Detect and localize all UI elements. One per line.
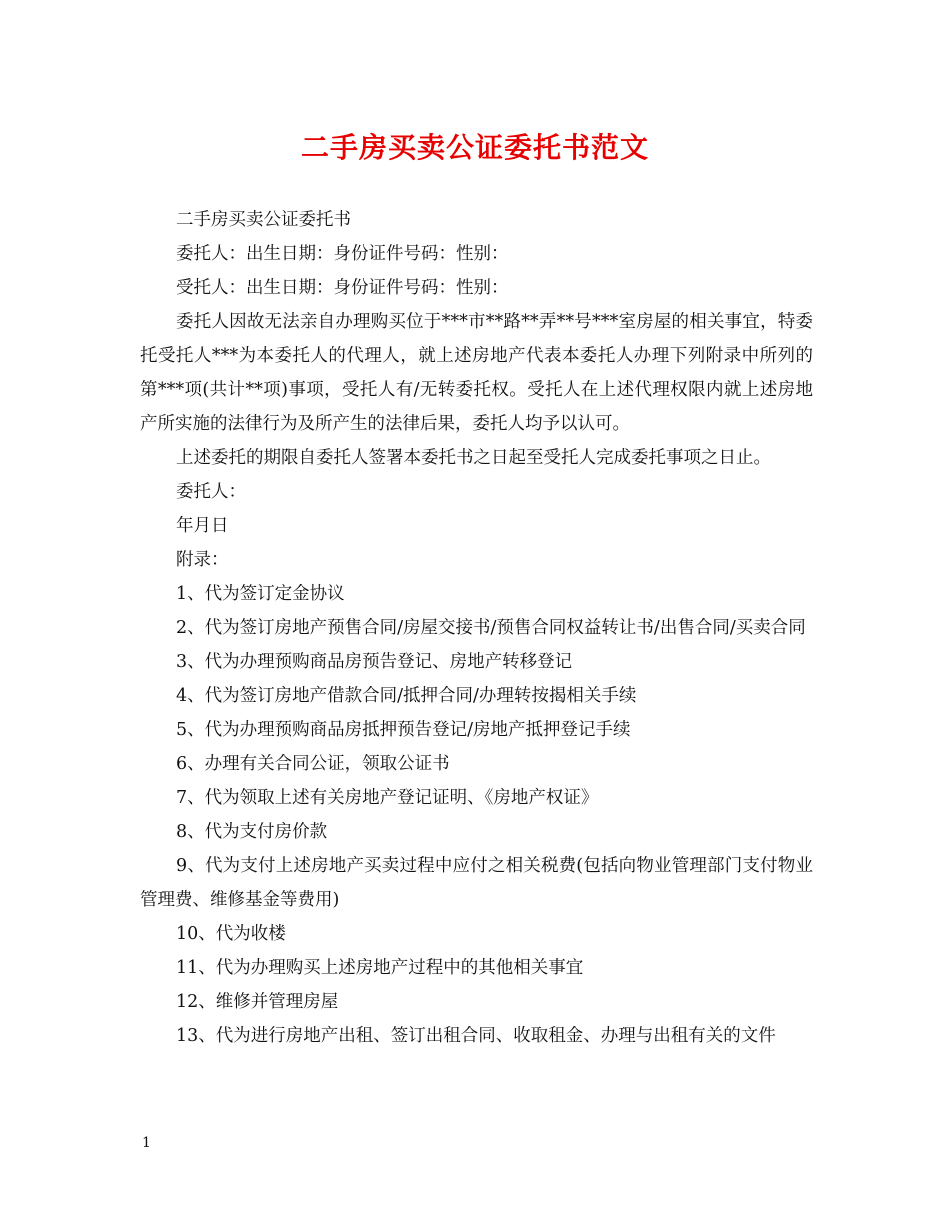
paragraph-heading: 二手房买卖公证委托书	[176, 210, 351, 230]
appendix-item: 6、办理有关合同公证，领取公证书	[176, 754, 450, 774]
page-number: 1	[142, 1135, 151, 1151]
appendix-item: 2、代为签订房地产预售合同/房屋交接书/预售合同权益转让书/出售合同/买卖合同	[176, 618, 806, 638]
paragraph-agent-info: 受托人：出生日期：身份证件号码：性别：	[176, 278, 509, 298]
paragraph-term: 上述委托的期限自委托人签署本委托书之日起至受托人完成委托事项之日止。	[176, 448, 771, 468]
appendix-item: 3、代为办理预购商品房预告登记、房地产转移登记	[176, 652, 573, 672]
appendix-item: 1、代为签订定金协议	[176, 584, 345, 604]
appendix-item: 5、代为办理预购商品房抵押预告登记/房地产抵押登记手续	[176, 720, 631, 740]
document-body	[140, 203, 813, 1053]
appendix-item: 4、代为签订房地产借款合同/抵押合同/办理转按揭相关手续	[176, 686, 637, 706]
appendix-item: 7、代为领取上述有关房地产登记证明、《房地产权证》	[176, 788, 599, 808]
paragraph-principal-signature: 委托人：	[176, 482, 246, 502]
paragraph-principal-info: 委托人：出生日期：身份证件号码：性别：	[176, 244, 509, 264]
appendix-item: 11、代为办理购买上述房地产过程中的其他相关事宜	[176, 958, 584, 978]
appendix-item: 12、维修并管理房屋	[176, 992, 339, 1012]
paragraph-appendix-heading: 附录：	[176, 550, 229, 570]
appendix-item: 10、代为收楼	[176, 924, 286, 944]
paragraph-date: 年月日	[176, 516, 229, 536]
appendix-item: 13、代为进行房地产出租、签订出租合同、收取租金、办理与出租有关的文件	[176, 1026, 776, 1046]
appendix-item: 9、代为支付上述房地产买卖过程中应付之相关税费(包括向物业管理部门支付物业管理费、维修基金等费用)	[140, 856, 813, 910]
document-title: 二手房买卖公证委托书范文	[300, 131, 649, 164]
paragraph-entrustment-body: 委托人因故无法亲自办理购买位于***市**路**弄**号***室房屋的相关事宜，特委托受托人***为本委托人的代理人，就上述房地产代表本委托人办理下列附录中所列的第***项(共计**项)事项，受托人有/无转委托权。受托人在上述代理权限内就上述房地产所实施的法律行为及所产生的法律后果，委托人均予以认可。	[140, 312, 813, 434]
appendix-item: 8、代为支付房价款	[176, 822, 328, 842]
